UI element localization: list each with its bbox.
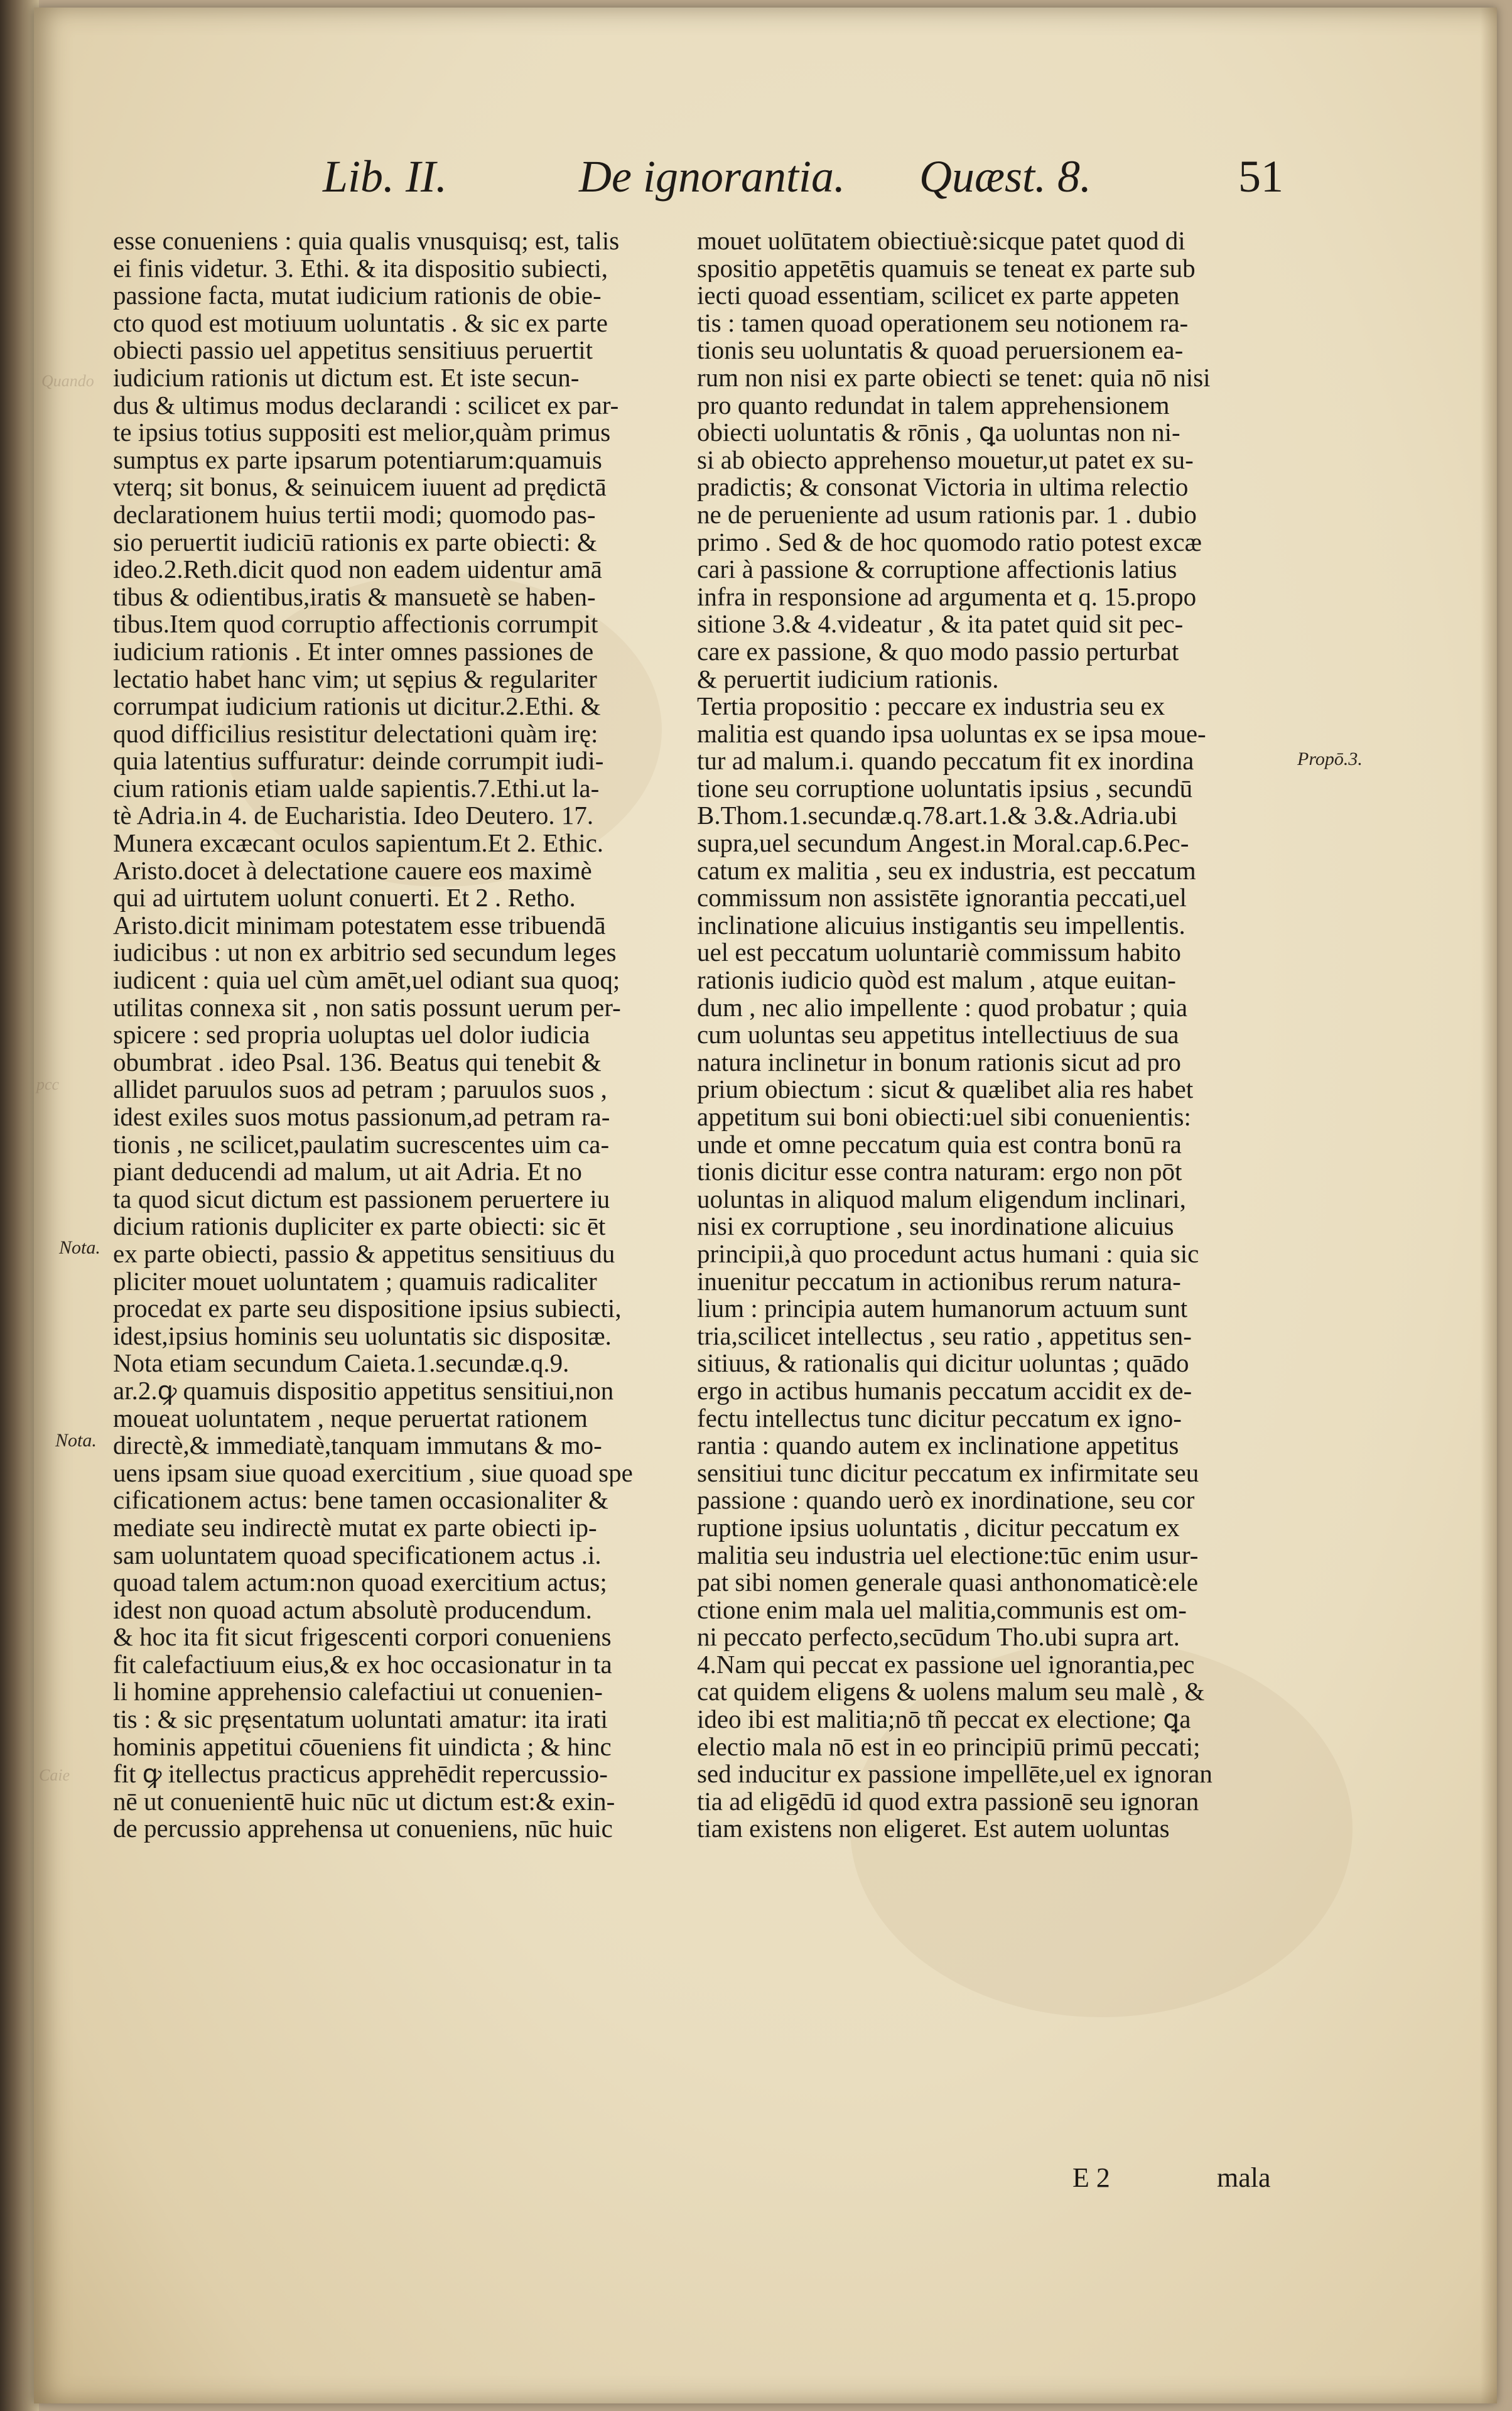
text-line: iudicium rationis ut dictum est. Et iste secun-: [113, 364, 580, 392]
text-line: uoluntas in aliquod malum eligendum inclinari,: [697, 1185, 1186, 1213]
text-line: dus & ultimus modus declarandi : scilicet ex par-: [113, 391, 619, 420]
show-through-text: pcc: [36, 1075, 60, 1093]
text-line: procedat ex parte seu dispositione ipsius subiecti,: [113, 1295, 622, 1323]
text-line: fectu intellectus tunc dicitur peccatum ex igno-: [697, 1404, 1182, 1433]
text-line: tibus & odientibus,iratis & mansuetè se haben-: [113, 583, 596, 611]
text-line: tionis , ne scilicet,paulatim sucrescentes uim ca-: [113, 1130, 610, 1159]
text-line: rum non nisi ex parte obiecti se tenet: quia nō nisi: [697, 364, 1211, 392]
right-column: [697, 227, 1243, 1843]
text-line: declarationem huius tertii modi; quomodo pas-: [113, 501, 596, 529]
text-line: electio mala nō est in eo principiū primū peccati;: [697, 1733, 1201, 1761]
folio-number: 51: [1238, 151, 1283, 202]
text-line: catum ex malitia , seu ex industria, est peccatum: [697, 857, 1196, 885]
text-line: rationis iudicio quòd est malum , atque euitan-: [697, 967, 1176, 994]
text-line: obiecti uoluntatis & rōnis , ꝗa uoluntas non ni-: [697, 419, 1180, 447]
text-line: pliciter mouet uoluntatem ; quamuis radicaliter: [113, 1267, 597, 1296]
text-line: uens ipsam siue quoad exercitium , siue quoad spe: [113, 1459, 633, 1487]
catchword: [1013, 2162, 1290, 2197]
text-line: passione facta, mutat iudicium rationis de obie-: [113, 282, 602, 310]
text-line: iudicent : quia uel cùm amēt,uel odiant sua quoq;: [113, 967, 620, 994]
text-line: pradictis; & consonat Victoria in ultima relectio: [697, 474, 1189, 501]
text-line: esse conueniens : quia qualis vnusquisq; est, talis: [113, 227, 620, 255]
text-line: prium obiectum : sicut & quælibet alia res habet: [697, 1076, 1194, 1103]
text-line: appetitum sui boni obiecti:uel sibi conuenientis:: [697, 1103, 1191, 1131]
text-line: dicium rationis dupliciter ex parte obiecti: sic ēt: [113, 1213, 606, 1240]
text-line: inuenitur peccatum in actionibus rerum natura-: [697, 1267, 1181, 1296]
text-line: tè Adria.in 4. de Eucharistia. Ideo Deutero. 17.: [113, 802, 594, 830]
text-line: directè,& immediatè,tanquam immutans & mo-: [113, 1432, 602, 1460]
text-line: sitione 3.& 4.videatur , & ita patet quid sit pec-: [697, 610, 1184, 638]
text-line: li homine apprehensio calefactiui ut conuenien-: [113, 1678, 603, 1706]
text-line: obumbrat . ideo Psal. 136. Beatus qui tenebit &: [113, 1048, 602, 1076]
left-column: [113, 227, 659, 1843]
text-line: piant deducendi ad malum, ut ait Adria. Et no: [113, 1158, 582, 1186]
signature-mark: E 2: [1072, 2162, 1110, 2193]
text-line: tur ad malum.i. quando peccatum fit ex inordina: [697, 747, 1194, 775]
text-line: ni peccato perfecto,secūdum Tho.ubi supra art.: [697, 1623, 1180, 1651]
text-line: sensitiui tunc dicitur peccatum ex infirmitate seu: [697, 1459, 1199, 1487]
text-line: obiecti passio uel appetitus sensitiuus peruertit: [113, 337, 593, 364]
book-page: [34, 8, 1497, 2403]
text-line: supra,uel secundum Angest.in Moral.cap.6.Pec-: [697, 830, 1189, 857]
text-line: cificationem actus: bene tamen occasionaliter &: [113, 1487, 608, 1514]
text-line: Aristo.docet à delectatione cauere eos maximè: [113, 857, 592, 885]
text-line: sumptus ex parte ipsarum potentiarum:quamuis: [113, 446, 602, 474]
text-line: tis : tamen quoad operationem seu notionem ra-: [697, 309, 1189, 337]
text-line: rantia : quando autem ex inclinatione appetitus: [697, 1432, 1179, 1460]
text-line: quia latentius suffuratur: deinde corrumpit iudi-: [113, 747, 604, 775]
book-spine: [0, 0, 39, 2411]
text-line: & hoc ita fit sicut frigescenti corpori conueniens: [113, 1623, 612, 1651]
text-line: lium : principia autem humanorum actuum sunt: [697, 1295, 1188, 1323]
text-line: ruptione ipsius uoluntatis , dicitur peccatum ex: [697, 1514, 1180, 1542]
text-line: nisi ex corruptione , seu inordinatione alicuius: [697, 1213, 1174, 1240]
text-line: sed inducitur ex passione impellēte,uel ex ignoran: [697, 1760, 1212, 1788]
margin-note-proposition: Propō.3.: [1297, 749, 1363, 769]
text-line: quod difficilius resistitur delectationi quàm irę:: [113, 720, 598, 748]
text-line: idest non quoad actum absolutè producendum.: [113, 1596, 592, 1624]
text-line: inclinatione alicuius instigantis seu impellentis.: [697, 911, 1185, 940]
text-line: sitiuus, & rationalis qui dicitur uoluntas ; quādo: [697, 1350, 1189, 1377]
text-line: Tertia propositio : peccare ex industria seu ex: [697, 693, 1165, 720]
text-line: tionis seu uoluntatis & quoad peruersionem ea-: [697, 337, 1184, 364]
text-line: sam uoluntatem quoad specificationem actus .i.: [113, 1541, 602, 1569]
text-line: tionis dicitur esse contra naturam: ergo non pōt: [697, 1158, 1182, 1186]
text-line: tis : & sic pręsentatum uoluntati amatur: ita irati: [113, 1706, 608, 1733]
text-line: iudicium rationis . Et inter omnes passiones de: [113, 637, 594, 666]
text-line: principii,à quo procedunt actus humani : quia sic: [697, 1240, 1199, 1268]
text-line: cat quidem eligens & uolens malum seu malè , &: [697, 1678, 1205, 1706]
text-line: spositio appetētis quamuis se teneat ex parte sub: [697, 254, 1196, 283]
text-line: tria,scilicet intellectus , seu ratio , appetitus sen-: [697, 1322, 1192, 1350]
text-line: de percussio apprehensa ut conueniens, nūc huic: [113, 1815, 613, 1843]
text-line: lectatio habet hanc vim; ut sępius & regulariter: [113, 665, 597, 693]
text-line: si ab obiecto apprehenso mouetur,ut patet ex su-: [697, 446, 1194, 474]
text-line: tione seu corruptione uoluntatis ipsius , secundū: [697, 774, 1193, 803]
text-line: corrumpat iudicium rationis ut dicitur.2.Ethi. &: [113, 693, 601, 720]
margin-note-nota: Nota.: [59, 1237, 100, 1258]
text-line: tia ad eligēdū id quod extra passionē seu ignoran: [697, 1787, 1199, 1816]
text-line: sio peruertit iudiciū rationis ex parte obiecti: &: [113, 528, 597, 556]
text-line: ta quod sicut dictum est passionem peruertere iu: [113, 1185, 610, 1213]
text-line: cum uoluntas seu appetitus intellectiuus de sua: [697, 1021, 1179, 1049]
show-through-text: Quando: [41, 372, 94, 390]
text-line: tiam existens non eligeret. Est autem uoluntas: [697, 1815, 1170, 1843]
text-line: moueat uoluntatem , neque peruertat rationem: [113, 1404, 588, 1433]
text-line: pat sibi nomen generale quasi anthonomaticè:ele: [697, 1569, 1199, 1596]
text-line: infra in responsione ad argumenta et q. 15.propo: [697, 583, 1197, 611]
text-line: cium rationis etiam ualde sapientis.7.Ethi.ut la-: [113, 774, 600, 803]
text-line: B.Thom.1.secundæ.q.78.art.1.& 3.&.Adria.ubi: [697, 802, 1178, 830]
text-line: ctione enim mala uel malitia,communis est om-: [697, 1596, 1187, 1624]
text-line: & peruertit iudicium rationis.: [697, 665, 999, 693]
text-line: care ex passione, & quo modo passio perturbat: [697, 637, 1179, 666]
text-line: spicere : sed propria uoluptas uel dolor iudicia: [113, 1021, 590, 1049]
text-line: mouet uolūtatem obiectiuè:sicque patet quod di: [697, 227, 1185, 255]
text-line: malitia est quando ipsa uoluntas ex se ipsa moue-: [697, 720, 1206, 748]
text-line: allidet paruulos suos ad petram ; paruulos suos ,: [113, 1076, 607, 1103]
text-line: ergo in actibus humanis peccatum accidit ex de-: [697, 1377, 1192, 1405]
text-line: ideo ibi est malitia;nō tñ peccat ex electione; ꝗa: [697, 1706, 1191, 1733]
margin-note-nota: Nota.: [55, 1430, 97, 1451]
running-head: [285, 151, 1283, 214]
text-line: commissum non assistēte ignorantia peccati,uel: [697, 884, 1187, 912]
text-line: fit ꝙ itellectus practicus apprehēdit repercussio-: [113, 1760, 608, 1788]
text-line: primo . Sed & de hoc quomodo ratio potest excæ: [697, 528, 1202, 556]
text-line: iudicibus : ut non ex arbitrio sed secundum leges: [113, 939, 617, 967]
text-line: iecti quoad essentiam, scilicet ex parte appeten: [697, 282, 1180, 310]
text-line: idest exiles suos motus passionum,ad petram ra-: [113, 1103, 610, 1131]
text-line: uel est peccatum uoluntariè commissum habito: [697, 939, 1181, 967]
show-through-text: Caie: [39, 1766, 70, 1784]
text-line: unde et omne peccatum quia est contra bonū ra: [697, 1130, 1182, 1159]
text-line: pro quanto redundat in talem apprehensionem: [697, 391, 1170, 420]
text-line: mediate seu indirectè mutat ex parte obiecti ip-: [113, 1514, 597, 1542]
text-line: fit calefactiuum eius,& ex hoc occasionatur in ta: [113, 1650, 612, 1679]
text-line: utilitas connexa sit , non satis possunt uerum per-: [113, 994, 621, 1022]
text-line: cari à passione & corruptione affectionis latius: [697, 556, 1177, 583]
text-line: passione : quando uerò ex inordinatione, seu cor: [697, 1487, 1195, 1514]
text-line: 4.Nam qui peccat ex passione uel ignorantia,pec: [697, 1650, 1195, 1679]
text-line: te ipsius totius suppositi est melior,quàm primus: [113, 419, 611, 447]
running-head-book: Lib. II.: [323, 151, 447, 202]
text-line: hominis appetitui cōueniens fit uindicta ; & hinc: [113, 1733, 612, 1761]
text-line: tibus.Item quod corruptio affectionis corrumpit: [113, 610, 598, 638]
text-line: dum , nec alio impellente : quod probatur ; quia: [697, 994, 1188, 1022]
text-line: ideo.2.Reth.dicit quod non eadem uidentur amā: [113, 556, 602, 583]
text-line: cto quod est motiuum uoluntatis . & sic ex parte: [113, 309, 608, 337]
text-line: ex parte obiecti, passio & appetitus sensitiuus du: [113, 1240, 615, 1268]
text-line: idest,ipsius hominis seu uoluntatis sic dispositæ.: [113, 1322, 612, 1350]
text-line: ne de perueniente ad usum rationis par. 1 . dubio: [697, 501, 1197, 529]
text-line: Nota etiam secundum Caieta.1.secundæ.q.9.: [113, 1350, 570, 1377]
running-head-title: De ignorantia.: [579, 151, 845, 202]
page-edge-shadow: [1481, 8, 1497, 2403]
text-line: natura inclinetur in bonum rationis sicut ad pro: [697, 1048, 1181, 1076]
text-line: qui ad uirtutem uolunt conuerti. Et 2 . Retho.: [113, 884, 576, 912]
text-line: quoad talem actum:non quoad exercitium actus;: [113, 1569, 607, 1596]
text-line: vterq; sit bonus, & seinuicem iuuent ad prędictā: [113, 474, 607, 501]
text-line: malitia seu industria uel electione:tūc enim usur-: [697, 1541, 1199, 1569]
text-line: ar.2.ꝙ quamuis dispositio appetitus sensitiui,non: [113, 1377, 614, 1405]
text-line: nē ut conuenientē huic nūc ut dictum est:& exin-: [113, 1787, 615, 1816]
catchword-word: mala: [1217, 2162, 1271, 2193]
text-line: Aristo.dicit minimam potestatem esse tribuendā: [113, 911, 606, 940]
running-head-question: Quæst. 8.: [919, 151, 1092, 202]
text-line: Munera excæcant oculos sapientum.Et 2. Ethic.: [113, 830, 604, 857]
text-line: ei finis videtur. 3. Ethi. & ita dispositio subiecti,: [113, 254, 608, 283]
